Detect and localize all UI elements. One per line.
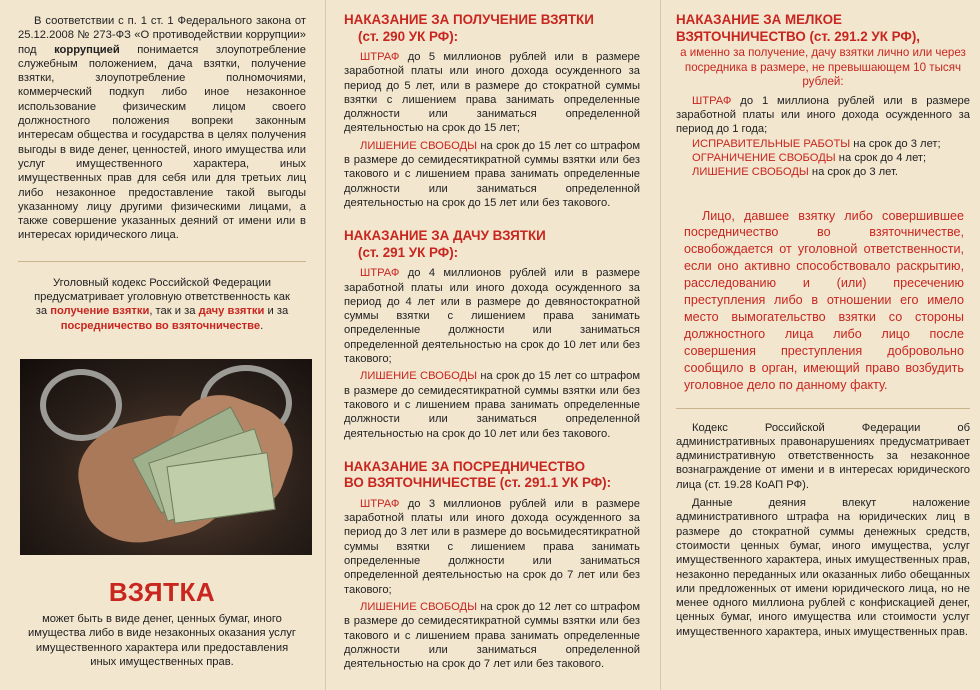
fine-text: ШТРАФ до 5 миллионов рублей или в размере заработной платы или иного дохода осужденного за период до 5 лет, или в размере до стократной суммы взятки с лишением права занимать определенные должности или заниматься определенной деятельностью на срок до 15 лет; [344,51,640,135]
penalty-item: ИСПРАВИТЕЛЬНЫЕ РАБОТЫ на срок до 3 лет; [692,137,941,150]
section-heading: НАКАЗАНИЕ ЗА МЕЛКОЕ ВЗЯТОЧНИЧЕСТВО (ст. 291.2 УК РФ), [676,12,921,44]
section-heading: НАКАЗАНИЕ ЗА ПОЛУЧЕНИЕ ВЗЯТКИ (ст. 290 УК РФ): [344,12,594,44]
fine-text: ШТРАФ до 3 миллионов рублей или в размере заработной платы или иного дохода осужденного за период до 3 лет или в размере до восьмидесятикратной суммы взятки с лишением права занимать определенные должности или заниматься определенной деятельностью на срок до 7 лет или без такового; [344,497,640,596]
imprisonment-text: ЛИШЕНИЕ СВОБОДЫ на срок до 12 лет со штрафом в размере до семидесятикратной суммы взятки или без такового и с лишением права занимать определенные должности или заниматься определенной деятельностью на срок до 7 лет или без такового. [344,600,641,671]
bribe-headline: ВЗЯТКА [108,576,216,607]
fine-text: ШТРАФ до 1 миллиона рублей или в размере заработной платы или иного дохода осужденного за период до 1 года; [676,94,970,136]
section-subheading: а именно за получение, дачу взятки лично или через посредника в размере, не превышающем 10 тысяч рублей: [680,46,966,89]
fine-text: ШТРАФ до 4 миллионов рублей или в размере заработной платы или иного дохода осужденного за период до 4 лет или в размере до девяностократной суммы взятки с лишением права занимать определенные должности или заниматься определенной деятельностью на срок до 10 лет или без такового; [344,267,640,366]
left-panel [0,0,320,690]
penalty-item: ЛИШЕНИЕ СВОБОДЫ на срок до 3 лет. [692,166,899,179]
section-mediation [344,459,640,672]
middle-panel [330,0,650,690]
fold-line [325,0,326,690]
penalty-item: ОГРАНИЧЕНИЕ СВОБОДЫ на срок до 4 лет; [692,151,927,164]
imprisonment-text: ЛИШЕНИЕ СВОБОДЫ на срок до 15 лет со штрафом в размере до семидесятикратной суммы взятки или без такового и с лишением права занимать определенные должности или заниматься определенной деятельностью на срок до 15 лет или без такового. [344,139,641,209]
imprisonment-text: ЛИШЕНИЕ СВОБОДЫ на срок до 15 лет со штрафом в размере до семидесятикратной суммы взятки или без такового и с лишением права занимать определенные должности или заниматься определенной деятельностью на срок до 10 лет или без такового. [344,370,641,440]
section-receiving-bribe [344,12,640,210]
section-heading: НАКАЗАНИЕ ЗА ПОСРЕДНИЧЕСТВО ВО ВЗЯТОЧНИЧЕСТВЕ (ст. 291.1 УК РФ): [344,458,612,491]
koap-penalty: Данные деяния влекут наложение административного штрафа на юридических лиц в размере до стократной суммы денежных средств, стоимости ценных бумаг, иного имущества, услуг имущественного характера, иных имущественных прав, незаконно переданных или оказанных либо обещанных или предложенных от имени юридического лица, но не менее одного миллиона рублей с конфискацией денег, ценных бумаг, иного имущества или стоимости услуг имущественного характера, иных имущественных прав. [676,497,970,638]
exemption-notice: Лицо, давшее взятку либо совершившее посредничество во взяточничестве, освобождается от уголовной ответственности, если оно активно способствовало раскрытию, расследованию и (или) пресечению преступления либо в отношении его имело место вымогательство взятки со стороны должностного лица либо лицо после совершения преступления добровольно сообщило в орган, имеющий право возбудить уголовное дело по данному факту. [684,208,964,392]
corruption-definition: В соответствии с п. 1 ст. 1 Федерального закона от 25.12.2008 № 273-ФЗ «О противодействии коррупции» под коррупцией понимается злоупотребление служебным положением, дача взятки, получение взятки, злоупотребление полномочиями, коммерческий подкуп либо иное незаконное использование физическим лицом своего должностного положения вопреки законным интересам общества и государства в целях получения выгоды в виде денег, ценностей, иного имущества или услуг имущественного характера, иных имущественных прав для себя или для третьих лиц либо незаконное предоставление такой выгоды указанному лицу другими физическими лицами, а также совершение указанных деяний от имени или в интересах юридического лица. [18,15,306,242]
section-heading: НАКАЗАНИЕ ЗА ДАЧУ ВЗЯТКИ (ст. 291 УК РФ): [344,228,546,260]
section-petty-bribery [676,12,970,180]
criminal-code-note: Уголовный кодекс Российской Федерации предусматривает уголовную ответственность как за получение взятки, так и за дачу взятки и за посредничество во взяточничестве. [34,276,290,332]
handcuffed-hands-image [20,359,312,555]
right-panel [670,0,978,690]
fold-line [660,0,661,690]
bribe-definition: может быть в виде денег, ценных бумаг, иного имущества либо в виде незаконных оказания услуг имущественного характера или предоставления иных имущественных прав. [28,612,296,668]
section-giving-bribe [344,228,640,441]
koap-note: Кодекс Российской Федерации об административных правонарушениях предусматривает административную ответственность за незаконное вознаграждение от имени и в интересах юридического лица (ст. 19.28 КоАП РФ). [676,421,970,491]
